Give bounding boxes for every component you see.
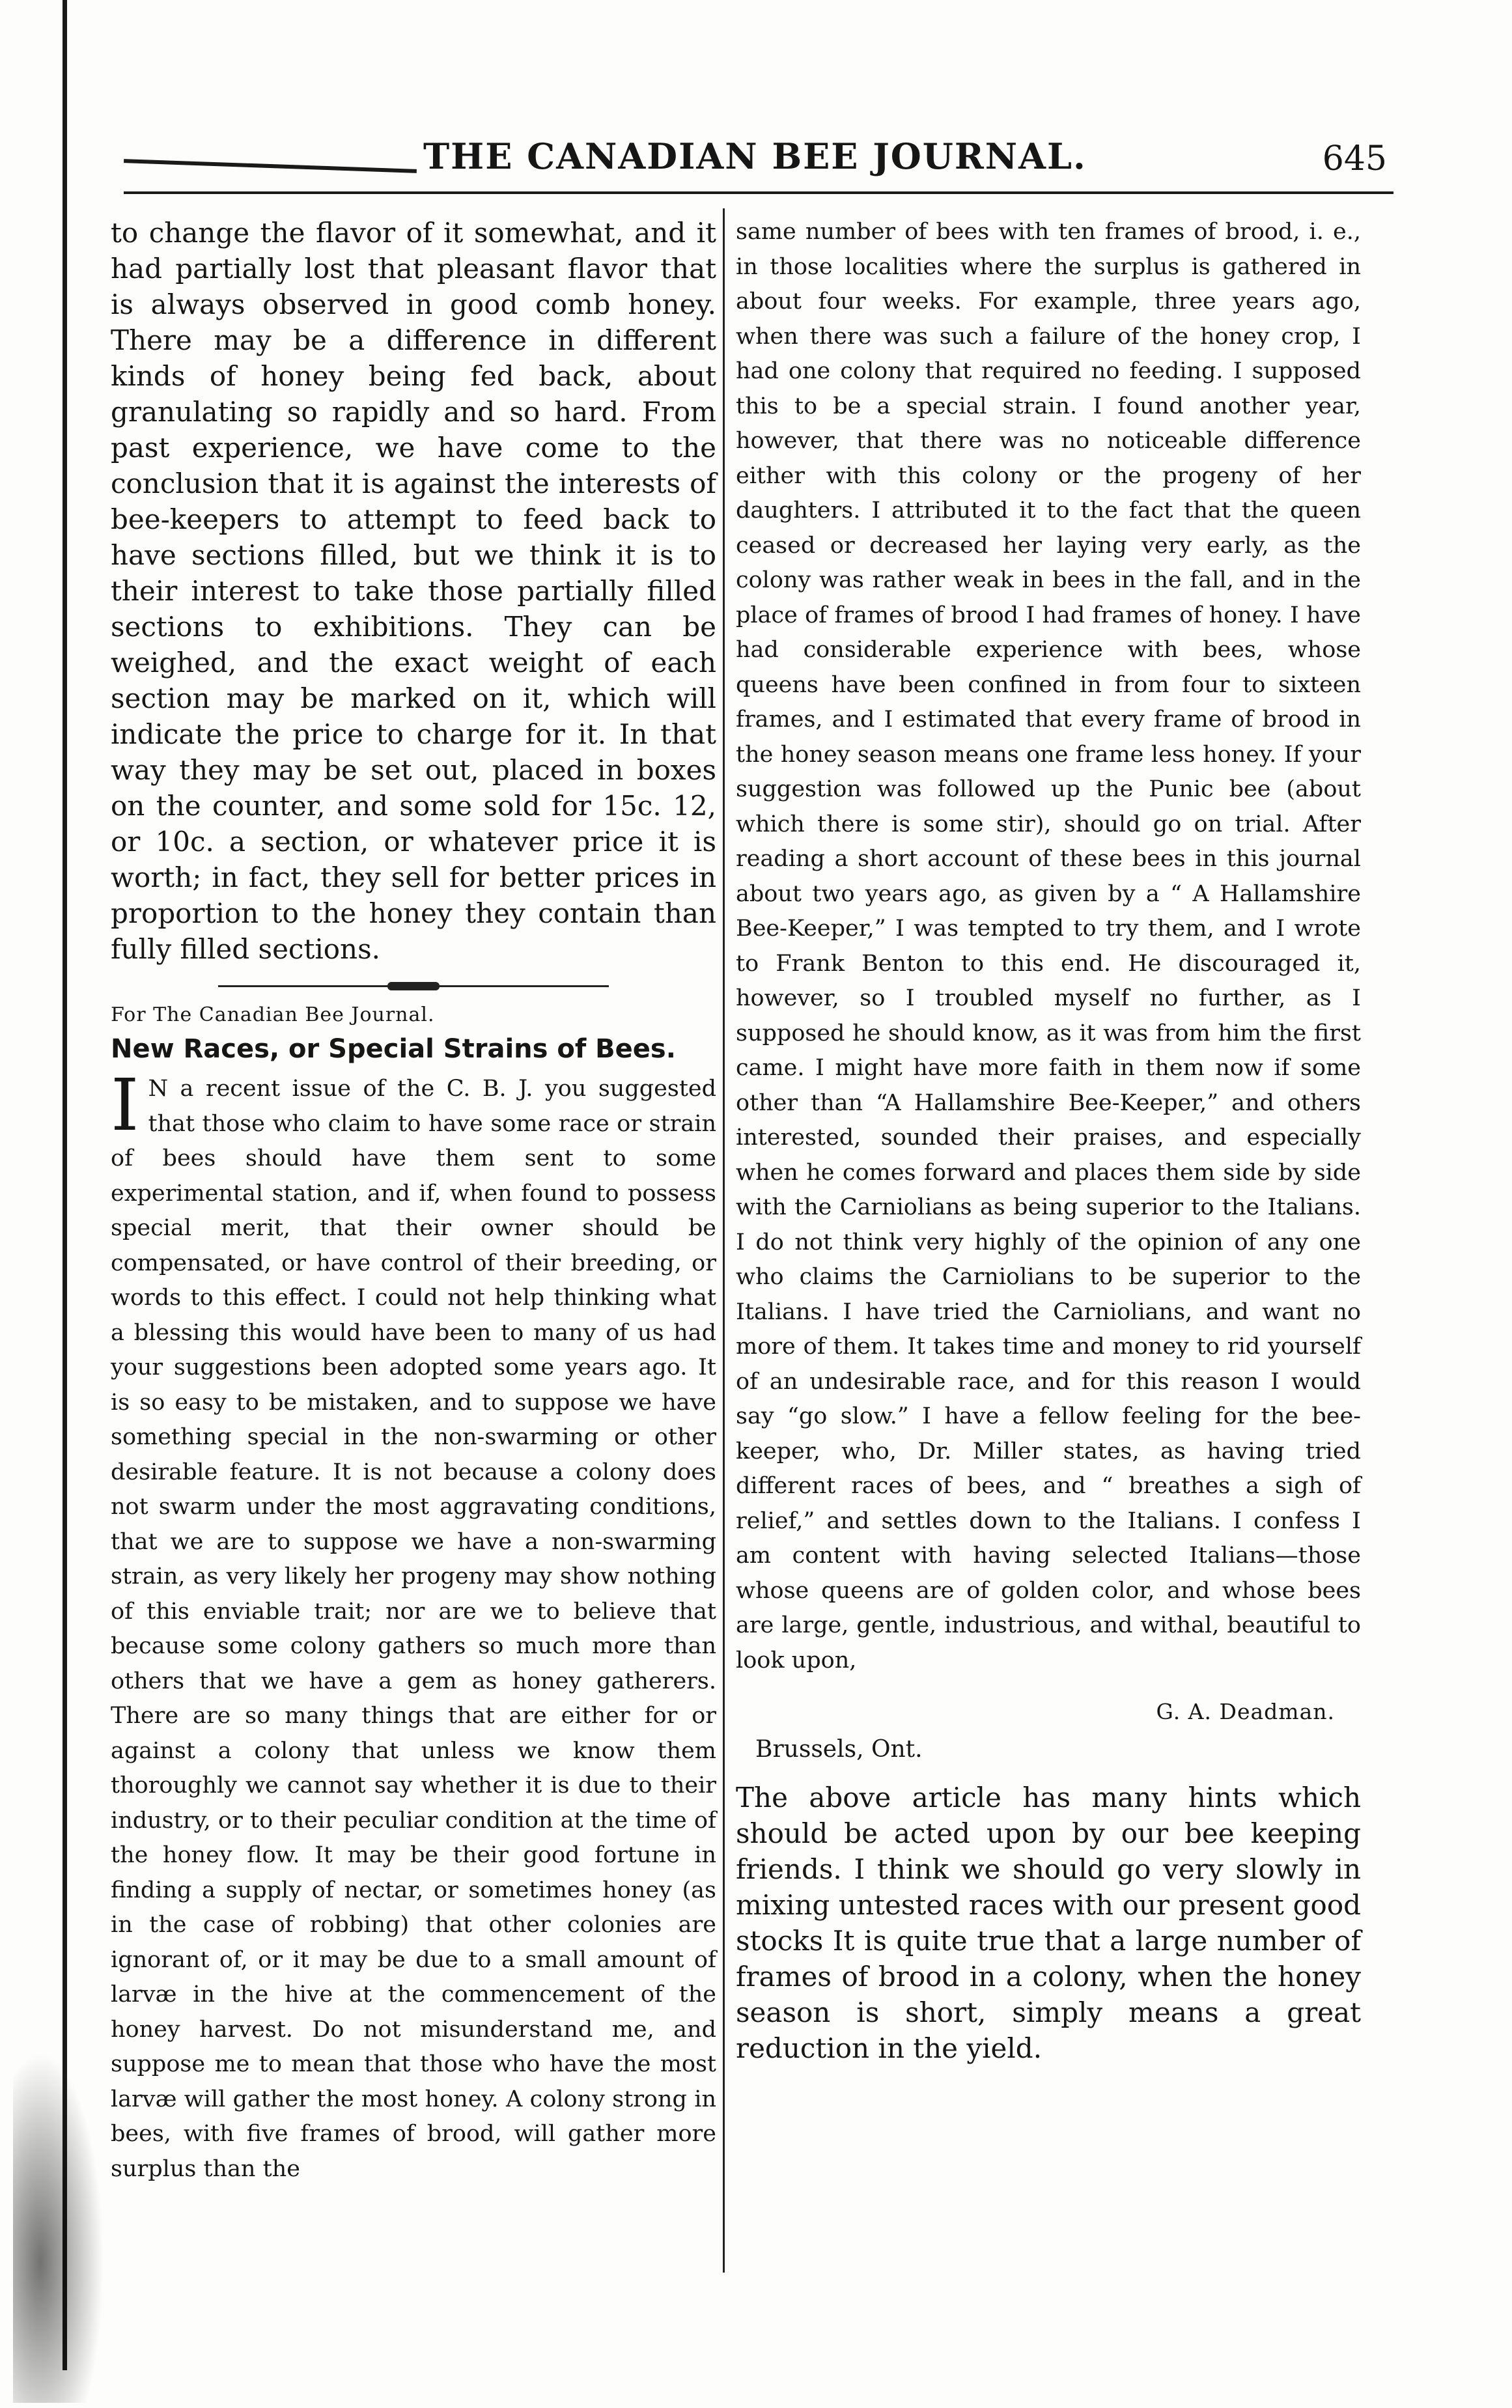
continued-editorial-text: to change the flavor of it somewhat, and it had partially lost that pleasant flavor that is always observed in good comb honey. There may be a difference in different kinds of honey being fed back, about granulating so rapidly and so hard. From past experience, we have come to the conclusion that it is against the interests of bee-keepers to attempt to feed back to have sections filled, but we think it is to their interest to take those partially filled sections to exhibitions. They can be weighed, and the exact weight of each section may be marked on it, which will indicate the price to charge for it. In that way they may be set out, placed in boxes on the counter, and some sold for 15c. 12, or 10c. a section, or whatever price it is worth; in fact, they sell for better prices in proportion to the honey they contain than fully filled sections.: [111, 217, 716, 965]
journal-title: THE CANADIAN BEE JOURNAL.: [423, 135, 1087, 177]
article-body-right: same number of bees with ten frames of brood, i. e., in those localities where the surplus is gathered in about four weeks. For example, three years ago, when there was such a failure of the honey crop, I had one colony that required no feeding. I supposed this to be a special strain. I found another year, however, that there was no noticeable difference either with this colony or the progeny of her daughters. I attributed it to the fact that the queen ceased or decreased her laying very early, as the colony was rather weak in bees in the fall, and in the place of frames of brood I had frames of honey. I have had considerable experience with bees, whose queens have been confined in from four to sixteen frames, and I estimated that every frame of brood in the honey season means one frame less honey. If your suggestion was followed up the Punic bee (about which there is some stir), should go on trial. After reading a short account of these bees in this journal about two years ago, as given by a “ A Hallamshire Bee-Keeper,” I was tempted to try them, and I wrote to Frank Benton to this end. He discouraged it, however, so I troubled myself no further, as I supposed he should know, as it was from him the first came. I might have more faith in them now if some other than “A Hallamshire Bee-Keeper,” and others interested, sounded their praises, and especially when he comes forward and places them side by side with the Carniolians as being superior to the Italians. I do not think very highly of the opinion of any one who claims the Carniolians to be superior to the Italians. I have tried the Carniolians, and want no more of them. It takes time and money to rid yourself of an undesirable race, and for this reason I would say “go slow.” I have a fellow feeling for the bee-keeper, who, Dr. Miller states, as having tried different races of bees, and “ breathes a sigh of relief,” and settles down to the Italians. I confess I am content with having selected Italians—those whose queens are of golden color, and whose bees are large, gentle, industrious, and withal, beautiful to look upon,: [736, 219, 1361, 1673]
author-location: Brussels, Ont.: [755, 1736, 923, 1763]
author-signature: G. A. Deadman.: [1156, 1699, 1335, 1724]
article-body-left-text: N a recent issue of the C. B. J. you suggested that those who claim to have some race or strain of bees should have them sent to some experimental station, and if, when found to possess special merit, that their owner should be compensated, or have control of their breeding, or words to this effect. I could not help thinking what a blessing this would have been to many of us had your suggestions been adopted some years ago. It is so easy to be mistaken, and to suppose we have something special in the non-swarming or other desirable feature. It is not because a colony does not swarm under the most aggravating conditions, that we are to suppose we have a non-swarming strain, as very likely her progeny may show nothing of this enviable trait; nor are we to believe that because some colony gathers so much more than others that we have a gem as honey gatherers. There are so many things that are either for or against a colony that unless we know them thoroughly we cannot say whether it is due to their industry, or to their peculiar condition at the time of the honey flow. It may be their good fortune in finding a supply of nectar, or sometimes honey (as in the case of robbing) that other colonies are ignorant of, or it may be due to a small amount of larvæ in the hive at the commencement of the honey harvest. Do not misunderstand me, and suppose me to mean that those who have the most larvæ will gather the most honey. A colony strong in bees, with five frames of brood, will gather more surplus than the: [111, 1076, 716, 2182]
page-binding-edge: [0, 0, 85, 2408]
drop-cap: I: [111, 1063, 139, 1147]
article-body-left: [111, 1063, 716, 2187]
editor-note: The above article has many hints which should be acted upon by our bee keeping friends. I think we should go very slowly in mixing untested races with our present good stocks It is quite true that a large number of frames of brood in a colony, when the honey season is short, simply means a great reduction in the yield.: [736, 1782, 1361, 2064]
left-column: [111, 215, 716, 2187]
section-divider-ornament: [218, 981, 609, 990]
article-title: New Races, or Special Strains of Bees.: [111, 1034, 676, 1064]
column-divider: [723, 208, 725, 2273]
header-lead-rule: [124, 159, 417, 173]
article-credit-line: For The Canadian Bee Journal.: [111, 1003, 435, 1026]
page-smudge: [13, 2051, 104, 2403]
header-rule: [124, 191, 1393, 194]
page-header: [124, 124, 1393, 195]
right-column: [736, 215, 1361, 2066]
page-number: 645: [1322, 139, 1387, 178]
binding-rule: [63, 0, 67, 2370]
